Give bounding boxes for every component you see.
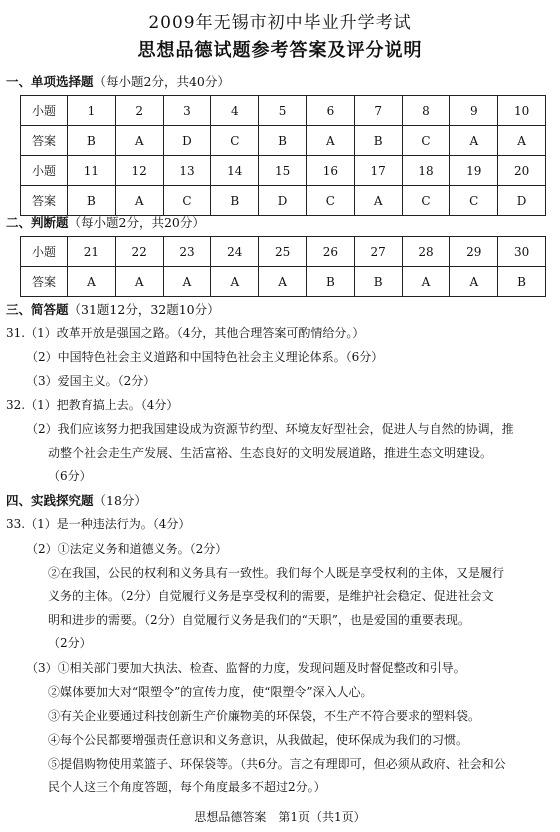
table-cell: B	[354, 126, 402, 156]
q31-3: （3）爱国主义。（2分）	[26, 374, 156, 388]
table-cell: A	[163, 267, 211, 297]
table-cell: B	[259, 126, 307, 156]
row-label: 小题	[21, 96, 68, 126]
section3-heading: 三、简答题（31题12分，32题10分）	[6, 302, 220, 317]
table-cell: C	[211, 126, 259, 156]
table-cell: A	[450, 126, 498, 156]
table-cell: A	[402, 267, 450, 297]
table-cell: 13	[163, 156, 211, 186]
section2-heading: 二、判断题（每小题2分，共20分）	[6, 215, 205, 230]
table-cell: 3	[163, 96, 211, 126]
q33-3-4: ④每个公民都要增强责任意识和义务意识，从我做起，使环保成为我们的习惯。	[48, 733, 469, 747]
table-cell: A	[211, 267, 259, 297]
section4-heading: 四、实践探究题（18分）	[6, 493, 147, 508]
table-cell: 7	[354, 96, 402, 126]
table-cell: 11	[68, 156, 116, 186]
table-cell: 18	[402, 156, 450, 186]
table-cell: D	[163, 126, 211, 156]
section1-heading: 一、单项选择题（每小题2分，共40分）	[6, 74, 230, 89]
table-row	[21, 156, 546, 186]
table-cell: 4	[211, 96, 259, 126]
table-cell: 28	[402, 237, 450, 267]
table-cell: 1	[68, 96, 116, 126]
q32-2-line3: （6分）	[48, 469, 92, 483]
table-cell: 26	[306, 237, 354, 267]
table-cell: 5	[259, 96, 307, 126]
q32-1: 32.（1）把教育搞上去。（4分）	[6, 398, 179, 412]
page-footer: 思想品德答案 第1页（共1页）	[194, 810, 366, 824]
table-cell: A	[115, 126, 163, 156]
table-cell: A	[450, 267, 498, 297]
table-cell: A	[115, 186, 163, 216]
table-cell: C	[450, 186, 498, 216]
multiple-choice-table	[20, 95, 546, 216]
table-cell: B	[68, 126, 116, 156]
table-cell: C	[306, 186, 354, 216]
q32-2-line1: （2）我们应该努力把我国建设成为资源节约型、环境友好型社会，促进人与自然的协调，推	[26, 422, 514, 436]
table-cell: 9	[450, 96, 498, 126]
row-label: 答案	[21, 186, 68, 216]
q33-3-5-line1: ⑤提倡购物使用菜篮子、环保袋等。（共6分。言之有理即可，但必须从政府、社会和公	[48, 757, 506, 771]
table-cell: 15	[259, 156, 307, 186]
q33-3-1: （3）①相关部门要加大执法、检查、监督的力度，发现问题及时督促整改和引导。	[26, 661, 466, 675]
q31-2: （2）中国特色社会主义道路和中国特色社会主义理论体系。（6分）	[26, 350, 384, 364]
row-label: 答案	[21, 267, 68, 297]
q33-2-2-line4: （2分）	[48, 636, 92, 650]
table-cell: 17	[354, 156, 402, 186]
q33-2-1: （2）①法定义务和道德义务。（2分）	[26, 542, 228, 556]
table-cell: D	[259, 186, 307, 216]
table-cell: B	[306, 267, 354, 297]
table-cell: A	[68, 267, 116, 297]
table-cell: 20	[498, 156, 546, 186]
true-false-table	[20, 236, 546, 297]
table-cell: 6	[306, 96, 354, 126]
answer-key-title: 思想品德试题参考答案及评分说明	[137, 40, 423, 61]
table-cell: A	[306, 126, 354, 156]
table-row	[21, 96, 546, 126]
row-label: 答案	[21, 126, 68, 156]
q33-3-2: ②媒体要加大对“限塑令”的宣传力度，使“限塑令”深入人心。	[48, 685, 373, 699]
table-cell: 16	[306, 156, 354, 186]
table-cell: A	[354, 186, 402, 216]
table-row	[21, 267, 546, 297]
table-cell: 2	[115, 96, 163, 126]
row-label: 小题	[21, 156, 68, 186]
table-cell: 25	[259, 237, 307, 267]
table-cell: D	[498, 186, 546, 216]
table-cell: 29	[450, 237, 498, 267]
table-row	[21, 126, 546, 156]
q33-2-2-line3: 明和进步的需要。（2分）自觉履行义务是我们的“天职”，也是爱国的重要表现。	[48, 613, 470, 627]
table-cell: 23	[163, 237, 211, 267]
q31-1: 31.（1）改革开放是强国之路。（4分，其他合理答案可酌情给分。）	[6, 326, 365, 340]
table-cell: 10	[498, 96, 546, 126]
table-cell: A	[498, 126, 546, 156]
row-label: 小题	[21, 237, 68, 267]
table-cell: 24	[211, 237, 259, 267]
table-cell: B	[211, 186, 259, 216]
table-cell: C	[402, 126, 450, 156]
table-cell: C	[163, 186, 211, 216]
table-cell: B	[354, 267, 402, 297]
table-cell: 21	[68, 237, 116, 267]
q32-2-line2: 动整个社会走生产发展、生活富裕、生态良好的文明发展道路，推进生态文明建设。	[48, 446, 493, 460]
table-cell: 8	[402, 96, 450, 126]
table-cell: 22	[115, 237, 163, 267]
q33-1: 33.（1）是一种违法行为。（4分）	[6, 517, 191, 531]
q33-3-5-line2: 民个人这三个角度答题，每个角度最多不超过2分。）	[48, 780, 326, 794]
table-cell: B	[68, 186, 116, 216]
table-cell: A	[115, 267, 163, 297]
table-cell: 12	[115, 156, 163, 186]
table-row	[21, 186, 546, 216]
table-cell: C	[402, 186, 450, 216]
exam-title: 2009年无锡市初中毕业升学考试	[148, 13, 412, 33]
q33-3-3: ③有关企业要通过科技创新生产价廉物美的环保袋，不生产不符合要求的塑料袋。	[48, 709, 481, 723]
q33-2-2-line2: 义务的主体。（2分）自觉履行义务是享受权利的需要，是维护社会稳定、促进社会文	[48, 589, 494, 603]
table-cell: A	[259, 267, 307, 297]
table-row	[21, 237, 546, 267]
table-cell: 19	[450, 156, 498, 186]
table-cell: B	[498, 267, 546, 297]
table-cell: 30	[498, 237, 546, 267]
table-cell: 27	[354, 237, 402, 267]
table-cell: 14	[211, 156, 259, 186]
q33-2-2-line1: ②在我国，公民的权利和义务具有一致性。我们每个人既是享受权利的主体，又是履行	[48, 566, 505, 580]
